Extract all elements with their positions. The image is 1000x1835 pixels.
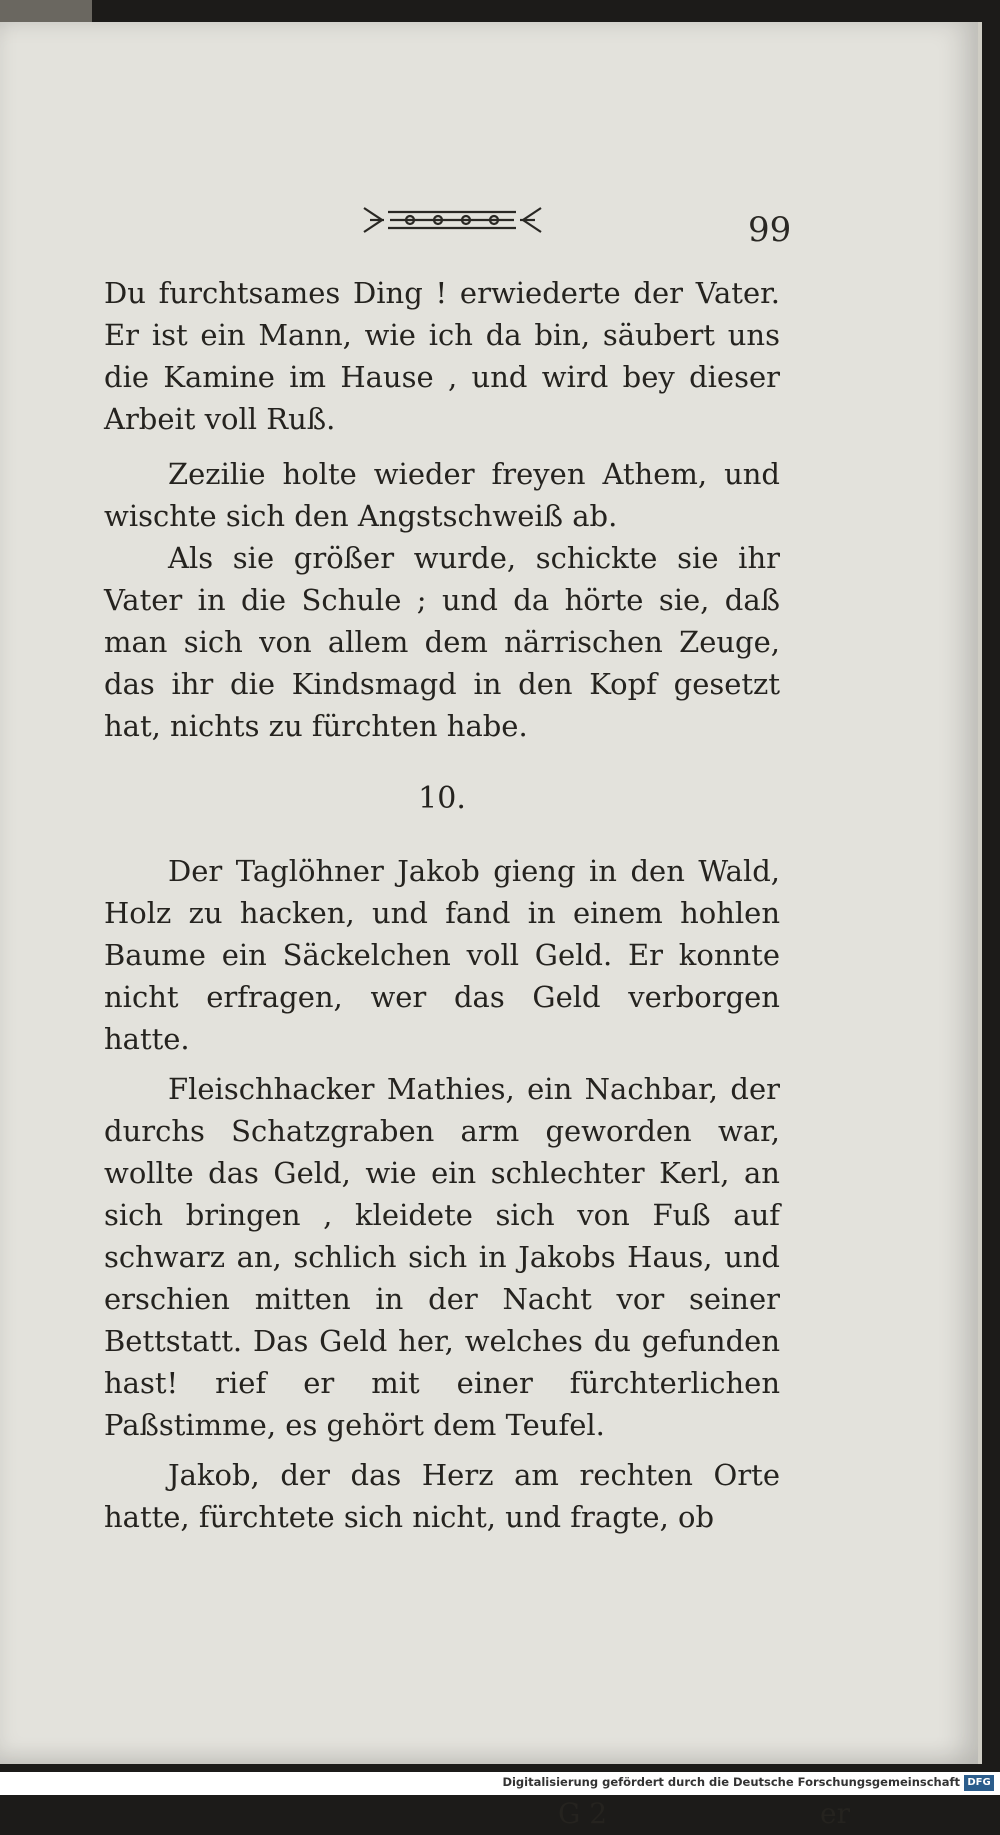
paragraph: Du furchtsames Ding ! erwiederte der Vater. Er ist ein Mann, wie ich da bin, säubert uns die Kamine im Hause , und wird bey dieser Arbeit voll Ruß. xyxy=(104,276,780,436)
dfg-logo-icon: DFG xyxy=(964,1775,994,1791)
page-number: 99 xyxy=(748,210,792,250)
catchword: er xyxy=(820,1797,850,1830)
section-number: 10. xyxy=(418,781,466,816)
paragraph: Fleischhacker Mathies, ein Nachbar, der durchs Schatzgraben arm geworden war, wollte das Geld, wie ein schlechter Kerl, an sich bringen , kleidete sich von Fuß auf schwarz an, schlich sich in Jakobs Haus, und erschien mitten in der Nacht vor seiner Bettstatt. Das Geld her, welches du gefunden hast! rief er mit einer fürchterlichen Paßstimme, es gehört dem Teufel. xyxy=(104,1072,780,1442)
paragraph: Jakob, der das Herz am rechten Orte hatte, fürchtete sich nicht, und fragte, ob xyxy=(104,1458,780,1534)
footer-bar xyxy=(0,1772,1000,1795)
footer-credit: Digitalisierung gefördert durch die Deutsche Forschungsgemeinschaft xyxy=(502,1775,960,1789)
paragraph: Als sie größer wurde, schickte sie ihr Vater in die Schule ; und da hörte sie, daß man sich von allem dem närrischen Zeuge, das ihr die Kindsmagd in den Kopf gesetzt hat, nichts zu fürchten habe. xyxy=(104,541,780,743)
paragraph: Zezilie holte wieder freyen Athem, und wischte sich den Angstschweiß ab. xyxy=(104,457,780,533)
paragraph: Der Taglöhner Jakob gieng in den Wald, Holz zu hacken, und fand in einem hohlen Baume ein Säckelchen voll Geld. Er konnte nicht erfragen, wer das Geld verborgen hatte. xyxy=(104,854,780,1056)
header-ornament xyxy=(360,202,545,238)
signature-mark: G 2 xyxy=(558,1797,608,1830)
page-tab xyxy=(0,0,92,22)
